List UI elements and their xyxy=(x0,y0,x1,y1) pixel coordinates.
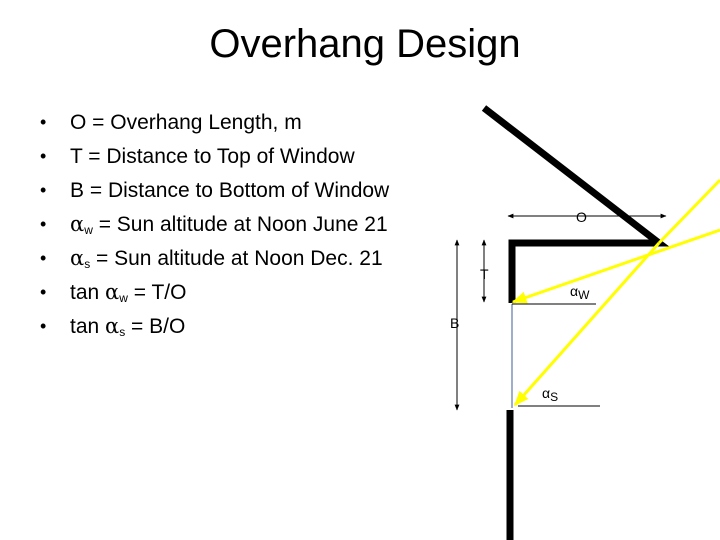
bullet-dot: • xyxy=(40,282,47,302)
bullet-post: = Sun altitude at Noon Dec. 21 xyxy=(90,247,383,270)
label-alpha-w-symbol: α xyxy=(570,283,579,299)
bullet-pre: tan xyxy=(70,315,106,338)
bullet-post: = B/O xyxy=(125,315,186,338)
slide-title: Overhang Design xyxy=(209,22,521,66)
label-T: T xyxy=(480,266,489,282)
bullet-post: = T/O xyxy=(127,281,187,304)
bullet-subscript: s xyxy=(119,325,126,339)
label-alpha-w-subscript: W xyxy=(578,288,590,302)
bullet-pre: tan xyxy=(70,281,106,304)
bullet-dot: • xyxy=(40,214,47,234)
bullet-dot: • xyxy=(40,112,47,132)
bullet-pre: O = Overhang Length, m xyxy=(70,111,302,134)
bullet-dot: • xyxy=(40,180,47,200)
bullet-dot: • xyxy=(40,316,47,336)
bullet-pre: B = Distance to Bottom of Window xyxy=(70,179,390,202)
bullet-symbol: α xyxy=(105,314,120,338)
label-alpha-s xyxy=(542,385,558,404)
bullet-pre: T = Distance to Top of Window xyxy=(70,145,355,168)
bullet-subscript: w xyxy=(84,223,93,237)
label-B: B xyxy=(450,315,460,331)
winter-sun-ray-lower xyxy=(515,243,659,405)
bullet-dot: • xyxy=(40,146,47,166)
bullet-subscript: s xyxy=(84,257,91,271)
label-alpha-s-subscript: S xyxy=(550,390,559,404)
bullet-dot: • xyxy=(40,248,47,268)
label-alpha-s-symbol: α xyxy=(542,385,551,401)
bullet-symbol: α xyxy=(70,212,85,236)
bullet-subscript: w xyxy=(119,291,128,305)
label-O: O xyxy=(576,209,587,225)
bullet-post: = Sun altitude at Noon June 21 xyxy=(92,213,388,236)
label-alpha-w xyxy=(570,283,590,302)
bullet-symbol: α xyxy=(105,280,120,304)
bullet-symbol: α xyxy=(70,246,85,270)
